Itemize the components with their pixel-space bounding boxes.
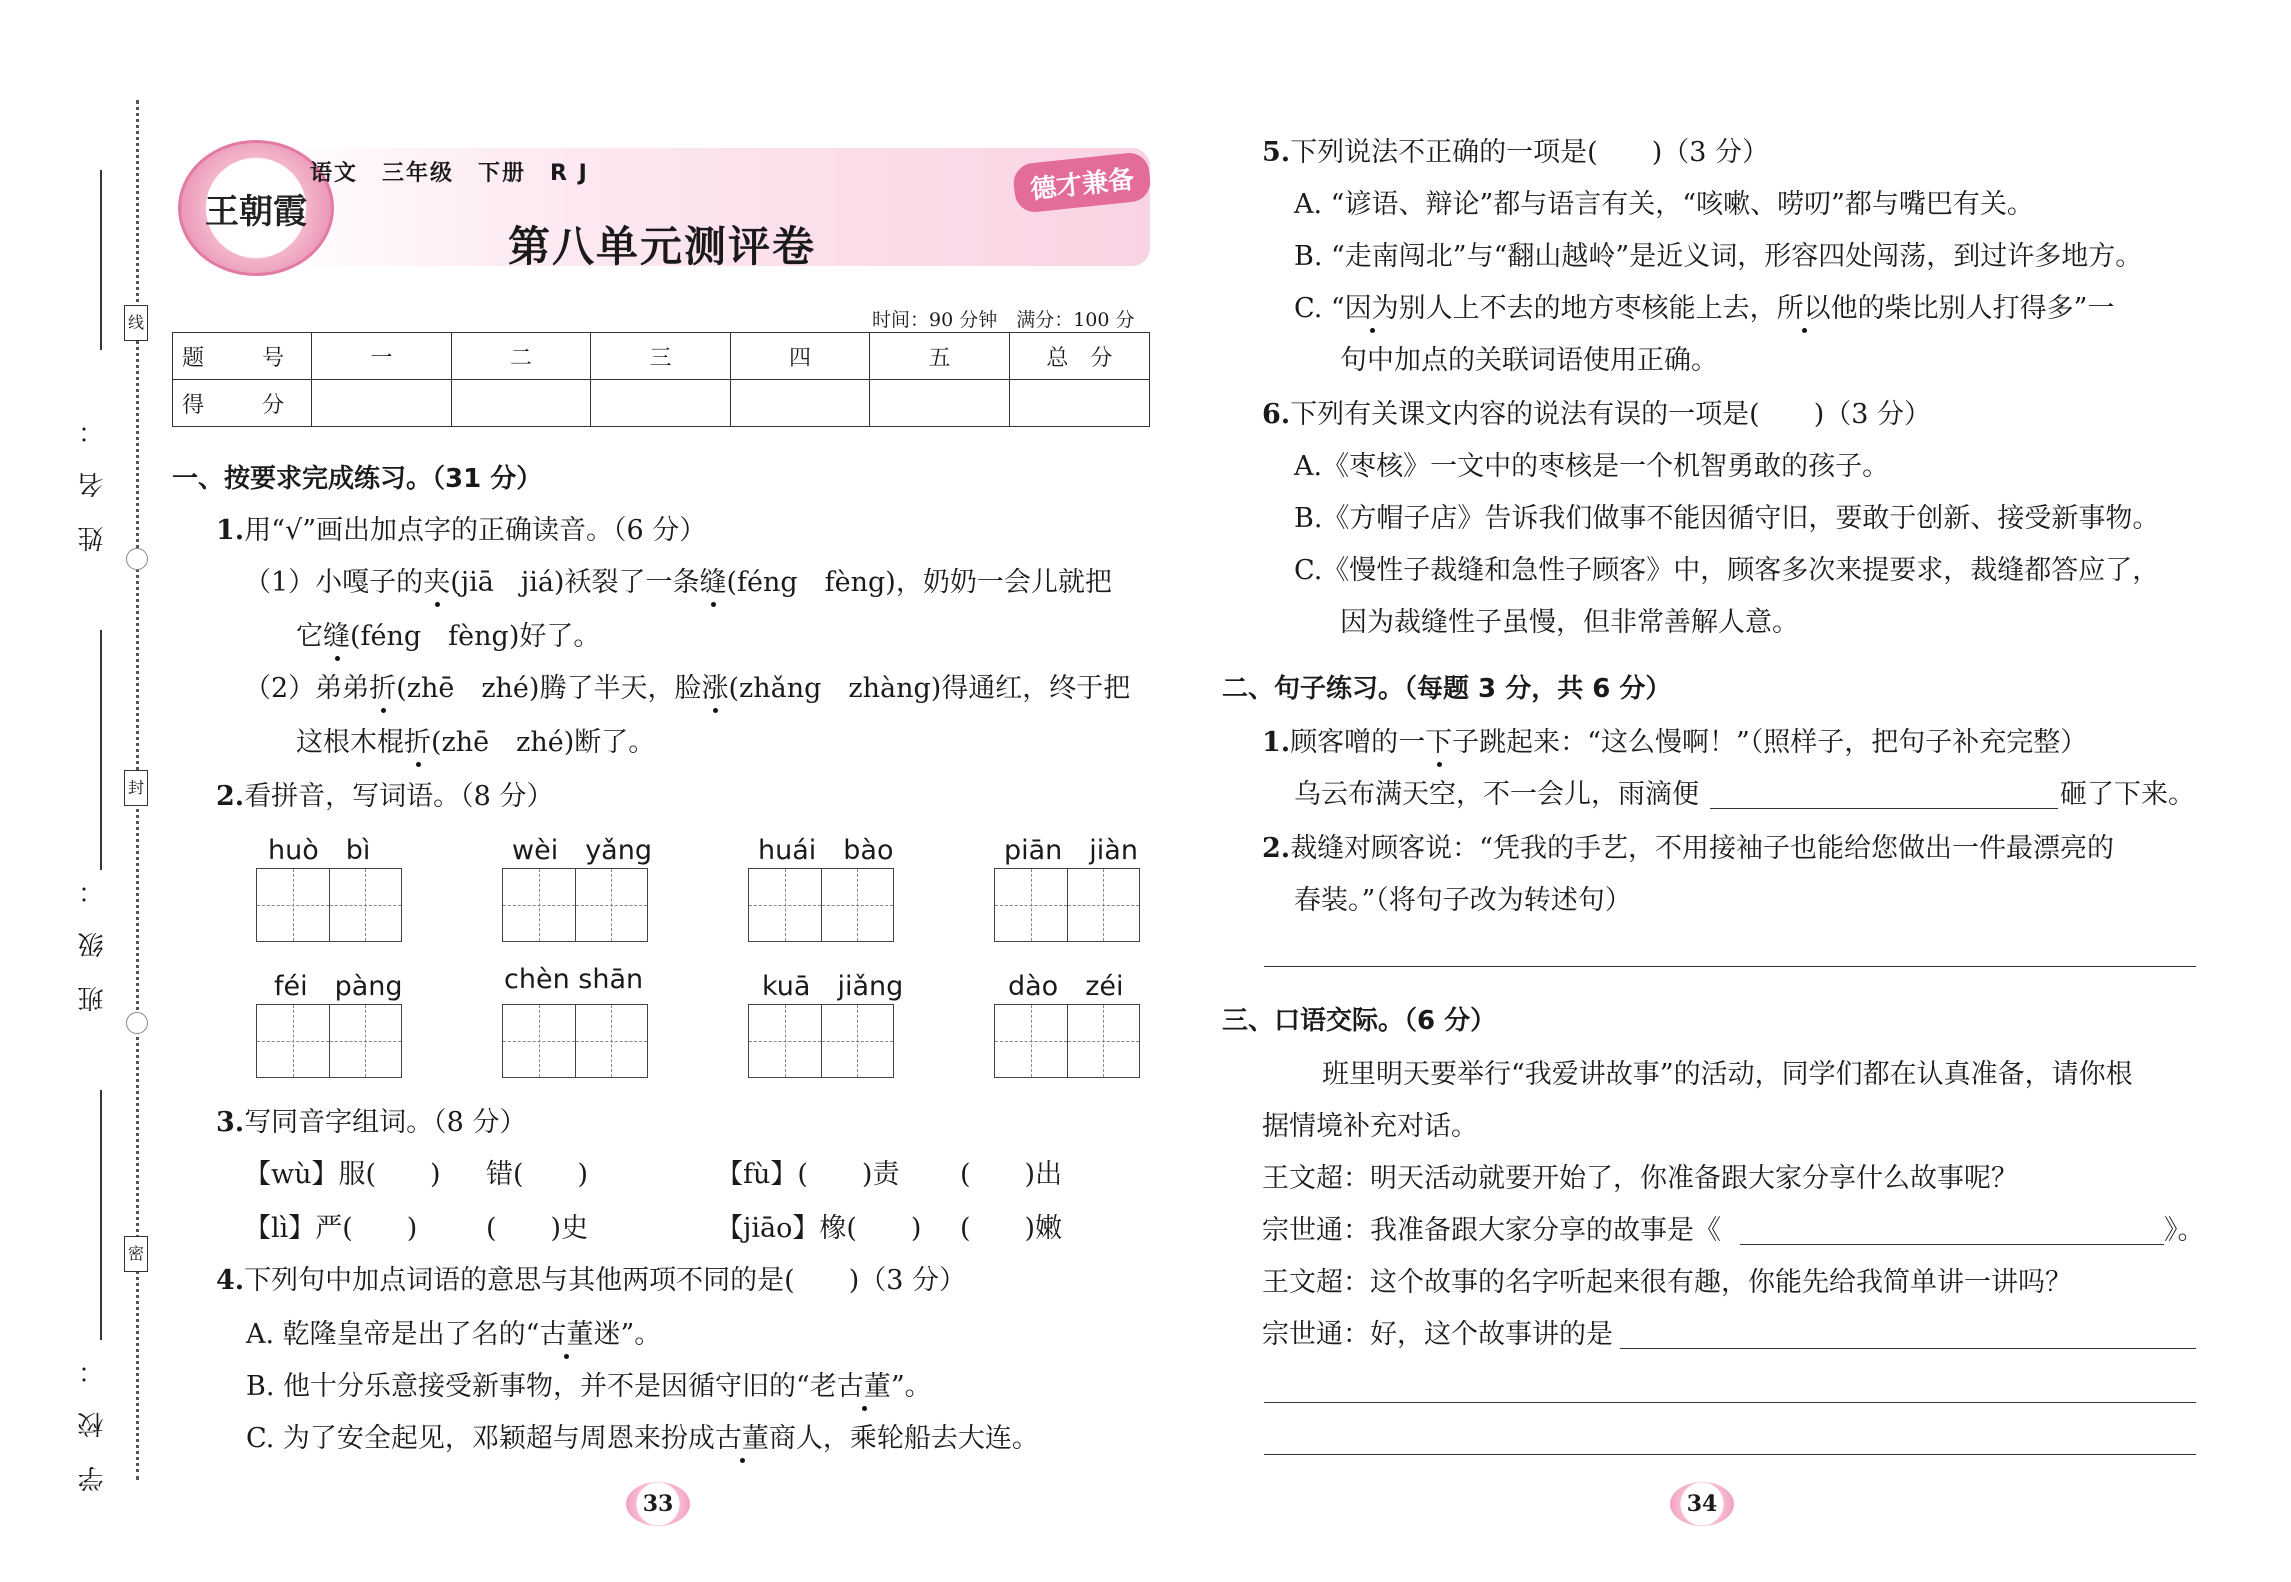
- q-number: 4.: [216, 1265, 245, 1296]
- tianzige-grid[interactable]: [748, 1004, 894, 1078]
- q3-item: ( )史: [486, 1213, 589, 1244]
- dialogue-line-end: 》。: [2164, 1215, 2205, 1246]
- score-input-cell[interactable]: [451, 380, 591, 427]
- answer-line[interactable]: [1620, 1348, 2196, 1349]
- class-label: 班级：: [78, 850, 108, 1012]
- q5-stem: [1262, 130, 1769, 169]
- text: (féng fèng)好了。: [350, 621, 601, 652]
- q-number: 1.: [1262, 727, 1291, 758]
- text: (féng fèng)，奶奶一会儿就把: [726, 567, 1112, 598]
- q-text: 下列句中加点词语的意思与其他两项不同的是( )（3 分）: [244, 1265, 967, 1296]
- text: （2）弟弟: [244, 673, 370, 704]
- q5-option-c-cont: 句中加点的关联词语使用正确。: [1340, 345, 1718, 376]
- s2-q1-stem: [1262, 720, 2087, 759]
- tianzige-grid[interactable]: [256, 1004, 402, 1078]
- q6-option-b[interactable]: B.《方帽子店》告诉我们做事不能因循守旧，要敢于创新、接受新事物。: [1294, 503, 2160, 534]
- q5-option-c[interactable]: [1294, 286, 2114, 325]
- q3-item: 【lì】严( ): [244, 1213, 418, 1244]
- q1-line3: [244, 666, 1130, 705]
- q6-option-a[interactable]: A.《枣核》一文中的枣核是一个机智勇敢的孩子。: [1294, 451, 1890, 482]
- text: (zhē zhé)腾了半天，脸: [396, 673, 702, 704]
- text: 他的柴比别人打得多”一: [1830, 293, 2115, 324]
- s2-q2-stem: [1262, 826, 2114, 865]
- q1-line2: [296, 614, 600, 653]
- pinyin-label: piān jiàn: [1004, 835, 1138, 866]
- page-number-left: 33: [626, 1482, 690, 1526]
- q-text: 写同音字组词。（8 分）: [244, 1107, 527, 1138]
- school-write-line: [100, 1090, 102, 1340]
- text: 这根木棍: [296, 727, 404, 758]
- section1-title: 一、按要求完成练习。（31 分）: [172, 464, 543, 494]
- page-number-right: 34: [1670, 1482, 1734, 1526]
- text: C. 为了安全起见，邓颖超与周恩来扮成: [246, 1423, 715, 1454]
- q3-item: ( )出: [960, 1159, 1063, 1190]
- section2-title: 二、句子练习。（每题 3 分，共 6 分）: [1222, 674, 1672, 704]
- q-number: 2.: [1262, 833, 1291, 864]
- pinyin-label: chèn shān: [504, 964, 644, 995]
- time-info: 时间：90 分钟 满分：100 分: [872, 309, 1135, 331]
- text: 裁缝对顾客说：“凭我的手艺，不用接袖子也能给您做出一件最漂亮的: [1290, 833, 2114, 864]
- q5-option-b[interactable]: B. “走南闯北”与“翻山越岭”是近义词，形容四处闯荡，到过许多地方。: [1294, 241, 2143, 272]
- text: (zhǎng zhàng)得通红，终于把: [728, 673, 1131, 704]
- page-title: 第八单元测评卷: [508, 222, 817, 271]
- q4-option-c[interactable]: [246, 1416, 1039, 1455]
- q3-item: 【fù】( )责: [716, 1159, 900, 1190]
- q6-option-c-cont: 因为裁缝性子虽慢，但非常善解人意。: [1340, 607, 1799, 638]
- score-table-header-row: [173, 333, 1150, 380]
- dotted-char: 缝: [699, 560, 726, 599]
- dotted-char: 涨: [701, 666, 728, 705]
- score-input-cell[interactable]: [1009, 380, 1149, 427]
- q-number: 2.: [216, 781, 245, 812]
- q3-item: ( )嫩: [960, 1213, 1063, 1244]
- tianzige-grid[interactable]: [748, 868, 894, 942]
- pinyin-label: wèi yǎng: [512, 835, 652, 866]
- logo-text: 王朝霞: [205, 191, 307, 232]
- seal-mark-mi: 密: [124, 1236, 148, 1272]
- s3-intro-line1: 班里明天要举行“我爱讲故事”的活动，同学们都在认真准备，请你根: [1322, 1059, 2133, 1090]
- dotted-word: 古董: [715, 1416, 769, 1455]
- name-label: 姓名：: [78, 390, 108, 552]
- text: A. 乾隆皇帝是出了名的“: [246, 1319, 540, 1350]
- q6-stem: [1262, 392, 1931, 431]
- s3-intro-line2: 据情境补充对话。: [1262, 1111, 1478, 1142]
- text: 它: [296, 621, 323, 652]
- tianzige-grid[interactable]: [994, 1004, 1140, 1078]
- q-text: 看拼音，写词语。（8 分）: [244, 781, 554, 812]
- score-cell: 三: [591, 333, 731, 380]
- score-cell: 题 号: [173, 333, 312, 380]
- q5-option-a[interactable]: A. “谚语、辩论”都与语言有关，“咳嗽、唠叨”都与嘴巴有关。: [1294, 189, 2034, 220]
- dotted-word: 古董: [837, 1364, 891, 1403]
- score-input-cell[interactable]: [591, 380, 731, 427]
- s2-q1-fill-start: 乌云布满天空，不一会儿，雨滴便: [1294, 779, 1699, 810]
- score-input-cell[interactable]: [312, 380, 452, 427]
- score-cell: 四: [730, 333, 870, 380]
- text: (zhē zhé)断了。: [431, 727, 656, 758]
- seal-mark-feng: 封: [124, 770, 148, 806]
- tianzige-grid[interactable]: [256, 868, 402, 942]
- q-number: 3.: [216, 1107, 245, 1138]
- answer-line[interactable]: [1264, 1454, 2196, 1455]
- text: (jiā jiá)袄裂了一条: [450, 567, 700, 598]
- score-cell: 得 分: [173, 380, 312, 427]
- answer-line[interactable]: [1264, 966, 2196, 967]
- s2-q1-fill-end: 砸了下来。: [2060, 779, 2195, 810]
- q4-option-a[interactable]: [246, 1312, 661, 1351]
- class-write-line: [100, 630, 102, 870]
- s2-q2-cont: 春装。”（将句子改为转述句）: [1294, 885, 1632, 916]
- score-cell: 二: [451, 333, 591, 380]
- q1-line4: [296, 720, 655, 759]
- name-write-line: [100, 170, 102, 350]
- q4-option-b[interactable]: [246, 1364, 932, 1403]
- section3-title: 三、口语交际。（6 分）: [1222, 1006, 1497, 1036]
- pinyin-label: kuā jiǎng: [762, 971, 904, 1002]
- tianzige-grid[interactable]: [502, 868, 648, 942]
- text: C. “: [1294, 293, 1345, 324]
- q-text: 下列有关课文内容的说法有误的一项是( )（3 分）: [1290, 399, 1932, 430]
- score-table: [172, 332, 1150, 427]
- q3-stem: [216, 1100, 526, 1139]
- q-text: 用“√”画出加点字的正确读音。（6 分）: [244, 515, 707, 546]
- text: （1）小嘎子的: [244, 567, 424, 598]
- score-cell: 一: [312, 333, 452, 380]
- dialogue-line: 宗世通：好，这个故事讲的是: [1262, 1319, 1613, 1350]
- answer-line[interactable]: [1264, 1402, 2196, 1403]
- seal-mark-xian: 线: [124, 305, 148, 341]
- binding-hole: [126, 548, 148, 570]
- dotted-char: 缝: [323, 614, 350, 653]
- text: 跳起来：“这么慢啊！”（照样子，把句子补充完整）: [1479, 727, 2088, 758]
- dotted-word: 古董: [539, 1312, 593, 1351]
- dialogue-line: 王文超：明天活动就要开始了，你准备跟大家分享什么故事呢？: [1262, 1163, 2018, 1194]
- text: 商人，乘轮船去大连。: [768, 1423, 1039, 1454]
- dialogue-line: 宗世通：我准备跟大家分享的故事是《: [1262, 1215, 1721, 1246]
- q-number: 1.: [216, 515, 245, 546]
- answer-blank[interactable]: [1710, 808, 2058, 809]
- q-text: 下列说法不正确的一项是( )（3 分）: [1290, 137, 1770, 168]
- pinyin-label: dào zéi: [1008, 971, 1124, 1002]
- text: B. 他十分乐意接受新事物，并不是因循守旧的“老: [246, 1371, 837, 1402]
- dotted-word: 因为: [1345, 286, 1399, 325]
- subject-info: 语文 三年级 下册 R J: [310, 161, 589, 186]
- q-number: 6.: [1262, 399, 1291, 430]
- q-number: 5.: [1262, 137, 1291, 168]
- dotted-word: 一下子: [1398, 720, 1479, 759]
- q1-stem: [216, 508, 706, 547]
- motto-badge: 德才兼备: [1012, 151, 1152, 214]
- pinyin-label: huò bì: [268, 835, 371, 866]
- q4-stem: [216, 1258, 966, 1297]
- tianzige-grid[interactable]: [994, 868, 1140, 942]
- q3-item: 错( ): [486, 1159, 589, 1190]
- dotted-char: 夹: [423, 560, 450, 599]
- text: ”。: [890, 1371, 932, 1402]
- text: 别人上不去的地方枣核能上去，: [1398, 293, 1777, 324]
- tianzige-grid[interactable]: [502, 1004, 648, 1078]
- q3-item: 【jiāo】橡( ): [716, 1213, 922, 1244]
- story-title-blank[interactable]: [1740, 1244, 2164, 1245]
- binding-hole: [126, 1012, 148, 1034]
- score-input-cell[interactable]: [870, 380, 1010, 427]
- score-input-cell[interactable]: [730, 380, 870, 427]
- score-cell: 总 分: [1009, 333, 1149, 380]
- dialogue-line: 王文超：这个故事的名字听起来很有趣，你能先给我简单讲一讲吗？: [1262, 1267, 2072, 1298]
- q2-stem: [216, 774, 553, 813]
- q1-line1: [244, 560, 1112, 599]
- score-table-score-row: [173, 380, 1150, 427]
- q3-item: 【wù】服( ): [244, 1159, 441, 1190]
- text: 顾客噌的: [1290, 727, 1399, 758]
- pinyin-label: féi pàng: [274, 971, 403, 1002]
- text: 迷”。: [593, 1319, 662, 1350]
- dotted-word: 所以: [1777, 286, 1831, 325]
- school-label: 学校：: [78, 1330, 108, 1492]
- dotted-char: 折: [369, 666, 396, 705]
- dotted-char: 折: [404, 720, 431, 759]
- score-cell: 五: [870, 333, 1010, 380]
- pinyin-label: huái bào: [758, 835, 894, 866]
- q6-option-c[interactable]: C.《慢性子裁缝和急性子顾客》中，顾客多次来提要求，裁缝都答应了，: [1294, 555, 2160, 586]
